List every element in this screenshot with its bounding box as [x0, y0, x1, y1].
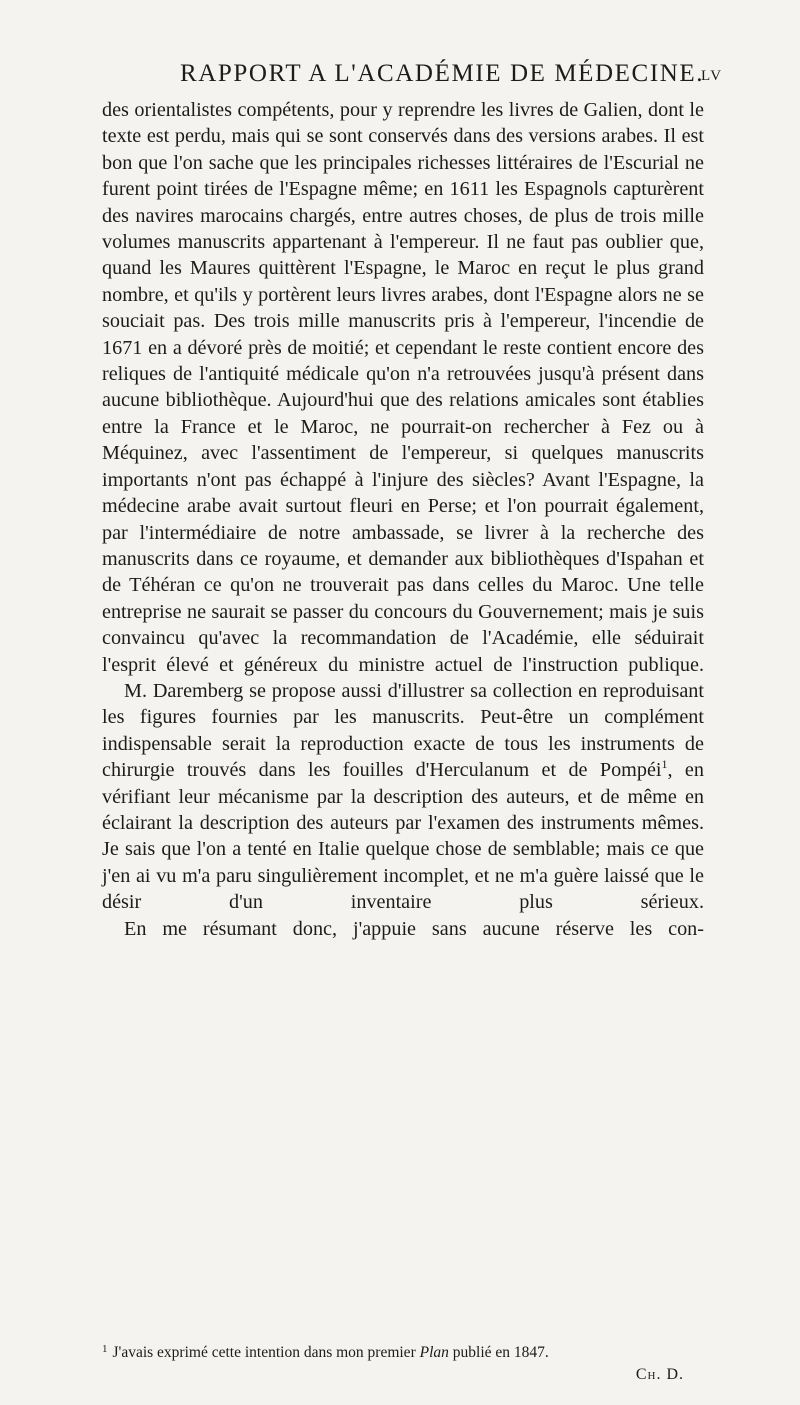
- footnote-signature: Ch. D.: [635, 1366, 684, 1383]
- paragraph-2-text-a: M. Daremberg se propose aussi d'illustrer sa collection en reproduisant les figures fournies par les manuscrits. Peut-être un complément indispensable serait la reproduction exacte de tous les instruments de chirurgie trouvés dans les fouilles d'Herculanum et de Pompéi: [102, 679, 704, 782]
- footnote-text: J'avais exprimé cette intention dans mon premier Plan publié en 1847.: [112, 1344, 549, 1361]
- footnote-line: [102, 1338, 704, 1364]
- paragraph-1: des orientalistes compétents, pour y reprendre les livres de Galien, dont le texte est perdu, mais qui se sont conservés dans des versions arabes. Il est bon que l'on sache que les principales richesses littéraires de l'Escurial ne furent point tirées de l'Espagne même; en 1611 les Espagnols capturèrent des navires marocains chargés, entre autres choses, de plus de trois mille volumes manuscrits appartenant à l'empereur. Il ne faut pas oublier que, quand les Maures quittèrent l'Espagne, le Maroc en reçut le plus grand nombre, et qu'ils y portèrent leurs livres arabes, dont l'Espagne alors ne se souciait pas. Des trois mille manuscrits pris à l'empereur, l'incendie de 1671 en a dévoré près de moitié; et cependant le reste contient encore des reliques de l'antiquité médicale qu'on n'a retrouvées jusqu'à présent dans aucune bibliothèque. Aujourd'hui que des relations amicales sont établies entre la France et le Maroc, ne pourrait-on rechercher à Fez ou à Méquinez, avec l'assentiment de l'empereur, si quelques manuscrits importants n'ont pas échappé à l'injure des siècles? Avant l'Espagne, la médecine arabe avait surtout fleuri en Perse; et l'on pourrait également, par l'intermédiaire de notre ambassade, se livrer à la recherche des manuscrits dans ce royaume, et demander aux bibliothèques d'Ispahan et de Téhéran ce qu'on ne trouverait pas dans celles du Maroc. Une telle entreprise ne saurait se passer du concours du Gouvernement; mais je suis convaincu qu'avec la recommandation de l'Académie, elle séduirait l'esprit élevé et généreux du ministre actuel de l'instruction publique.: [102, 99, 704, 676]
- footnote: [102, 1338, 704, 1386]
- paragraph-2: [102, 678, 704, 916]
- footnote-reference: 1: [661, 757, 668, 772]
- running-title: RAPPORT A L'ACADÉMIE DE MÉDECINE.: [180, 60, 705, 87]
- footnote-marker: 1: [102, 1343, 108, 1355]
- body-text: [102, 97, 704, 942]
- page-number: LV: [701, 68, 723, 84]
- paragraph-2-text-b: , en vérifiant leur mécanisme par la description des auteurs, et de même en éclairant la description des auteurs par l'examen des instruments mêmes. Je sais que l'on a tenté en Italie quelque chose de semblable; mais ce que j'en ai vu m'a paru singulièrement incomplet, et ne m'a guère laissé que le désir d'un inventaire plus sérieux.: [102, 759, 704, 914]
- footnote-title-italic: Plan: [419, 1344, 449, 1361]
- paragraph-3: En me résumant donc, j'appuie sans aucune réserve les con-: [124, 917, 704, 940]
- running-head: [0, 60, 800, 92]
